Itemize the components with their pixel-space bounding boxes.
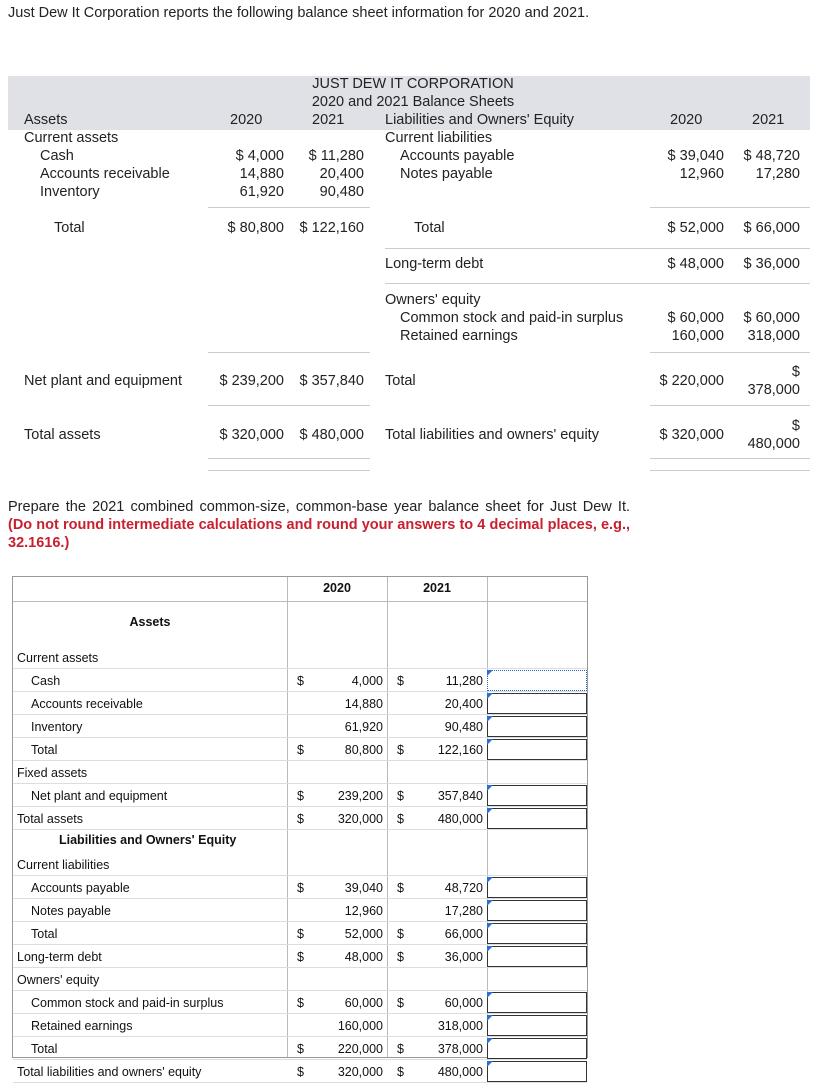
ap-2020: $ 39,040	[667, 148, 724, 164]
currency-symbol: $	[297, 996, 304, 1010]
value-2020: 220,000	[337, 1042, 383, 1056]
input-flag-icon	[487, 1061, 493, 1067]
re-2020: 160,000	[671, 328, 724, 344]
total-assets-label: Total assets	[24, 427, 101, 443]
value-2021: 122,160	[437, 743, 483, 757]
value-2021: 20,400	[444, 697, 483, 711]
row-label: Long-term debt	[17, 950, 102, 964]
common-size-input[interactable]	[487, 808, 587, 829]
instruction-main: Prepare the 2021 combined common-size, common-base year balance sheet for Just Dew It.	[8, 499, 630, 515]
npe-2021: $ 357,840	[299, 373, 364, 389]
divider	[650, 405, 810, 406]
section-label: Current liabilities	[17, 858, 110, 872]
current-assets-label: Current assets	[24, 130, 119, 146]
value-2021: 480,000	[437, 1065, 483, 1079]
value-2020: 61,920	[344, 720, 383, 734]
ap-label: Accounts payable	[400, 148, 515, 164]
cs-2021: $ 60,000	[743, 310, 800, 326]
currency-symbol: $	[297, 1042, 304, 1056]
cash-2021: $ 11,280	[308, 148, 364, 164]
input-flag-icon	[487, 992, 493, 998]
row-label: Accounts payable	[31, 881, 130, 895]
value-2020: 160,000	[337, 1019, 383, 1033]
ar-2021: 20,400	[319, 166, 364, 182]
input-flag-icon	[487, 739, 493, 745]
input-flag-icon	[487, 946, 493, 952]
ar-label: Accounts receivable	[40, 166, 170, 182]
value-2021: 357,840	[437, 789, 483, 803]
inventory-2020: 61,920	[239, 184, 284, 200]
re-2021: 318,000	[747, 328, 800, 344]
value-2020: 48,000	[344, 950, 383, 964]
inventory-label: Inventory	[40, 184, 100, 200]
row-label: Total liabilities and owners' equity	[17, 1065, 202, 1079]
divider	[650, 352, 810, 353]
common-size-input[interactable]	[487, 900, 587, 921]
row-divider	[13, 806, 587, 807]
section-label: Owners' equity	[17, 973, 100, 987]
row-label: Retained earnings	[31, 1019, 133, 1033]
value-2020: 39,040	[344, 881, 383, 895]
common-size-table	[12, 576, 588, 1079]
liabilities-heading: Liabilities and Owners' Equity	[59, 833, 237, 847]
currency-symbol: $	[397, 812, 404, 826]
common-size-input[interactable]	[487, 992, 587, 1013]
assets-heading: Assets	[129, 615, 171, 629]
common-size-input[interactable]	[487, 670, 587, 691]
cl-total-label: Total	[414, 220, 445, 236]
ltd-label: Long-term debt	[385, 256, 484, 272]
row-divider	[13, 921, 587, 922]
currency-symbol: $	[397, 789, 404, 803]
row-divider	[13, 944, 587, 945]
section-label: Fixed assets	[17, 766, 88, 780]
value-2021: 17,280	[444, 904, 483, 918]
currency-symbol: $	[297, 927, 304, 941]
row-label: Total assets	[17, 812, 84, 826]
total-assets-2021: $ 480,000	[299, 427, 364, 443]
row-divider	[13, 875, 587, 876]
intro-text: Just Dew It Corporation reports the following balance sheet information for 2020 and 2021.	[8, 5, 590, 21]
row-divider	[13, 737, 587, 738]
tloe-label: Total liabilities and owners' equity	[385, 427, 599, 443]
liabilities-header: Liabilities and Owners' Equity	[385, 112, 574, 128]
double-underline	[650, 470, 810, 471]
value-2020: 52,000	[344, 927, 383, 941]
divider	[385, 248, 810, 249]
currency-symbol: $	[397, 950, 404, 964]
currency-symbol: $	[297, 1065, 304, 1079]
common-size-input[interactable]	[487, 693, 587, 714]
common-size-input[interactable]	[487, 739, 587, 760]
ca-total-2021: $ 122,160	[299, 220, 364, 236]
double-underline	[208, 470, 370, 471]
common-size-input[interactable]	[487, 1038, 587, 1059]
value-2021: 11,280	[445, 674, 483, 688]
double-underline	[208, 458, 370, 459]
row-divider	[13, 1013, 587, 1014]
currency-symbol: $	[297, 674, 304, 688]
input-flag-icon	[487, 1015, 493, 1021]
currency-symbol: $	[397, 1065, 404, 1079]
row-divider	[13, 668, 587, 669]
value-2021: 60,000	[444, 996, 483, 1010]
section-label: Current assets	[17, 651, 99, 665]
divider	[208, 207, 370, 208]
value-2020: 4,000	[351, 674, 383, 688]
row-divider	[13, 829, 587, 830]
current-liabilities-label: Current liabilities	[385, 130, 493, 146]
oe-total-2021-symbol: $	[791, 364, 800, 380]
value-2021: 378,000	[437, 1042, 483, 1056]
cl-total-2021: $ 66,000	[743, 220, 800, 236]
row-label: Total	[31, 927, 58, 941]
row-divider	[13, 714, 587, 715]
currency-symbol: $	[297, 950, 304, 964]
col-header-2021: 2021	[423, 581, 451, 595]
column-divider	[387, 577, 388, 1057]
value-2020: 320,000	[337, 812, 383, 826]
currency-symbol: $	[297, 789, 304, 803]
owners-equity-label: Owners' equity	[385, 292, 481, 308]
common-size-input[interactable]	[487, 946, 587, 967]
value-2021: 48,720	[444, 881, 483, 895]
ltd-2020: $ 48,000	[667, 256, 724, 272]
currency-symbol: $	[297, 743, 304, 757]
row-divider	[13, 990, 587, 991]
common-size-input[interactable]	[487, 1015, 587, 1036]
double-underline	[650, 458, 810, 459]
row-divider	[13, 898, 587, 899]
row-label: Common stock and paid-in surplus	[31, 996, 224, 1010]
year-2021-header: 2021	[312, 112, 345, 128]
total-assets-2020: $ 320,000	[219, 427, 284, 443]
common-size-input[interactable]	[487, 923, 587, 944]
oe-total-2020: $ 220,000	[659, 373, 724, 389]
row-label: Notes payable	[31, 904, 111, 918]
cash-2020: $ 4,000	[235, 148, 284, 164]
ca-total-label: Total	[54, 220, 85, 236]
re-label: Retained earnings	[400, 328, 518, 344]
value-2021: 480,000	[437, 812, 483, 826]
row-divider	[13, 691, 587, 692]
value-2020: 320,000	[337, 1065, 383, 1079]
value-2021: 318,000	[437, 1019, 483, 1033]
tloe-2020: $ 320,000	[659, 427, 724, 443]
npe-label: Net plant and equipment	[24, 373, 182, 389]
input-flag-icon	[487, 900, 493, 906]
common-size-input[interactable]	[487, 1061, 587, 1082]
input-flag-icon	[487, 716, 493, 722]
common-size-input[interactable]	[487, 716, 587, 737]
col-header-2020: 2020	[323, 581, 351, 595]
input-flag-icon	[487, 785, 493, 791]
ca-total-2020: $ 80,800	[227, 220, 284, 236]
np-2020: 12,960	[679, 166, 724, 182]
ar-2020: 14,880	[239, 166, 284, 182]
value-2020: 80,800	[344, 743, 383, 757]
row-label: Net plant and equipment	[31, 789, 168, 803]
sheet-title: 2020 and 2021 Balance Sheets	[311, 94, 515, 110]
cs-2020: $ 60,000	[667, 310, 724, 326]
value-2020: 60,000	[344, 996, 383, 1010]
cash-label: Cash	[40, 148, 74, 164]
input-flag-icon	[487, 923, 493, 929]
currency-symbol: $	[397, 927, 404, 941]
common-size-input[interactable]	[487, 785, 587, 806]
ap-2021: $ 48,720	[743, 148, 800, 164]
inventory-2021: 90,480	[319, 184, 364, 200]
input-flag-icon	[487, 1038, 493, 1044]
divider	[385, 283, 810, 284]
row-divider	[13, 1059, 587, 1060]
row-label: Cash	[31, 674, 61, 688]
input-flag-icon	[487, 693, 493, 699]
np-2021: 17,280	[755, 166, 800, 182]
column-divider	[287, 577, 288, 1057]
row-label: Total	[31, 1042, 58, 1056]
currency-symbol: $	[397, 996, 404, 1010]
currency-symbol: $	[397, 674, 404, 688]
row-divider	[13, 967, 587, 968]
divider	[650, 207, 810, 208]
input-flag-icon	[487, 808, 493, 814]
year-2021-header-right: 2021	[752, 112, 785, 128]
value-2021: 66,000	[444, 927, 483, 941]
cl-total-2020: $ 52,000	[667, 220, 724, 236]
np-label: Notes payable	[400, 166, 493, 182]
divider	[208, 405, 370, 406]
currency-symbol: $	[297, 812, 304, 826]
oe-total-2021: 378,000	[747, 382, 800, 398]
year-2020-header-right: 2020	[670, 112, 703, 128]
value-2020: 239,200	[337, 789, 383, 803]
oe-total-label: Total	[385, 373, 416, 389]
cs-label: Common stock and paid-in surplus	[400, 310, 624, 326]
input-flag-icon	[487, 877, 493, 883]
tloe-2021: 480,000	[747, 436, 800, 452]
instruction-rounding-note: (Do not round intermediate calculations and round your answers to 4 decimal places, e.g., 32.1616.)	[8, 517, 630, 551]
currency-symbol: $	[297, 881, 304, 895]
row-divider	[13, 783, 587, 784]
instruction-text	[8, 498, 630, 552]
value-2020: 12,960	[344, 904, 383, 918]
common-size-input[interactable]	[487, 877, 587, 898]
input-flag-icon	[487, 670, 493, 676]
year-2020-header: 2020	[230, 112, 263, 128]
row-divider	[13, 1036, 587, 1037]
value-2021: 36,000	[444, 950, 483, 964]
currency-symbol: $	[397, 881, 404, 895]
row-divider	[13, 760, 587, 761]
tloe-2021-symbol: $	[791, 418, 800, 434]
assets-header: Assets	[24, 112, 68, 128]
row-label: Inventory	[31, 720, 83, 734]
value-2020: 14,880	[344, 697, 383, 711]
npe-2020: $ 239,200	[219, 373, 284, 389]
currency-symbol: $	[397, 1042, 404, 1056]
value-2021: 90,480	[444, 720, 483, 734]
company-title: JUST DEW IT CORPORATION	[312, 76, 514, 92]
header-divider	[13, 601, 587, 602]
currency-symbol: $	[397, 743, 404, 757]
ltd-2021: $ 36,000	[743, 256, 800, 272]
row-label: Total	[31, 743, 58, 757]
row-label: Accounts receivable	[31, 697, 143, 711]
divider	[208, 352, 370, 353]
